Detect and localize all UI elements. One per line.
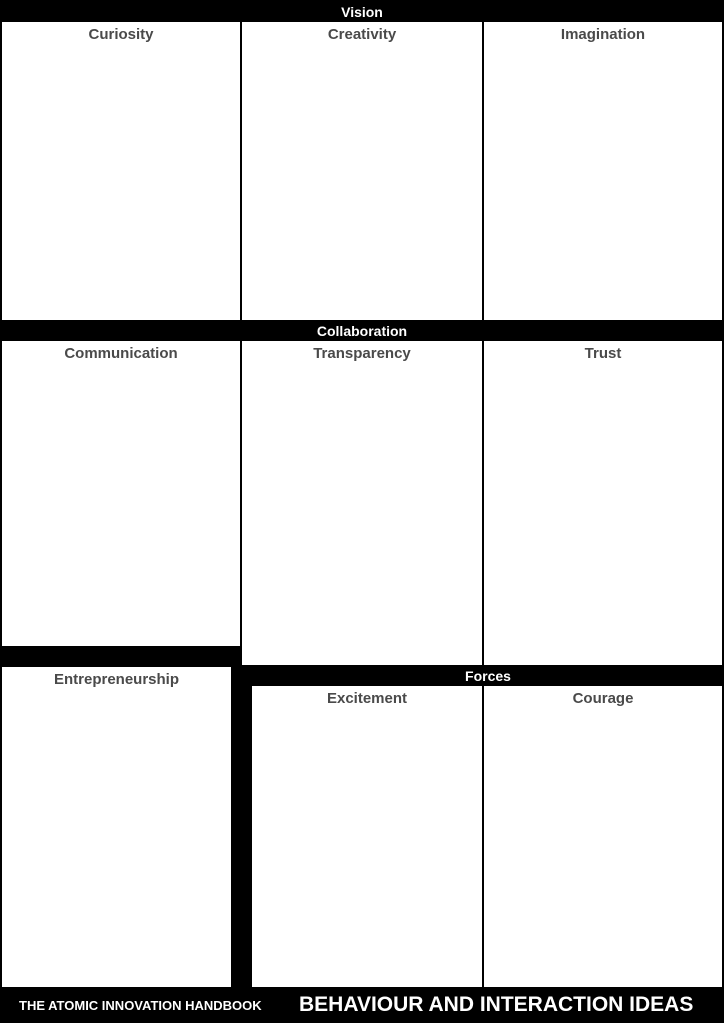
cell-transparency[interactable] [242,341,482,665]
vision-header: Vision [341,4,383,20]
cell-communication[interactable] [2,341,240,646]
cell-title-excitement: Excitement [326,690,408,707]
cell-title-entrepreneurship: Entrepreneurship [53,671,180,688]
cell-trust[interactable] [484,341,722,665]
cell-title-curiosity: Curiosity [88,26,154,43]
cell-title-courage: Courage [572,690,634,707]
cell-title-trust: Trust [584,345,622,362]
cell-excitement[interactable] [252,686,482,987]
forces-header: Forces [465,668,511,684]
footer-handbook-title: THE ATOMIC INNOVATION HANDBOOK [19,998,262,1013]
collaboration-header: Collaboration [316,323,408,339]
cell-courage[interactable] [484,686,722,987]
cell-entrepreneurship[interactable] [2,667,231,987]
cell-title-transparency: Transparency [313,345,411,362]
cell-title-imagination: Imagination [560,26,646,43]
cell-title-creativity: Creativity [327,26,397,43]
cell-imagination[interactable] [484,22,722,320]
footer-ideas-title: BEHAVIOUR AND INTERACTION IDEAS [299,993,694,1016]
cell-creativity[interactable] [242,22,482,320]
cell-title-communication: Communication [64,345,178,362]
cell-curiosity[interactable] [2,22,240,320]
